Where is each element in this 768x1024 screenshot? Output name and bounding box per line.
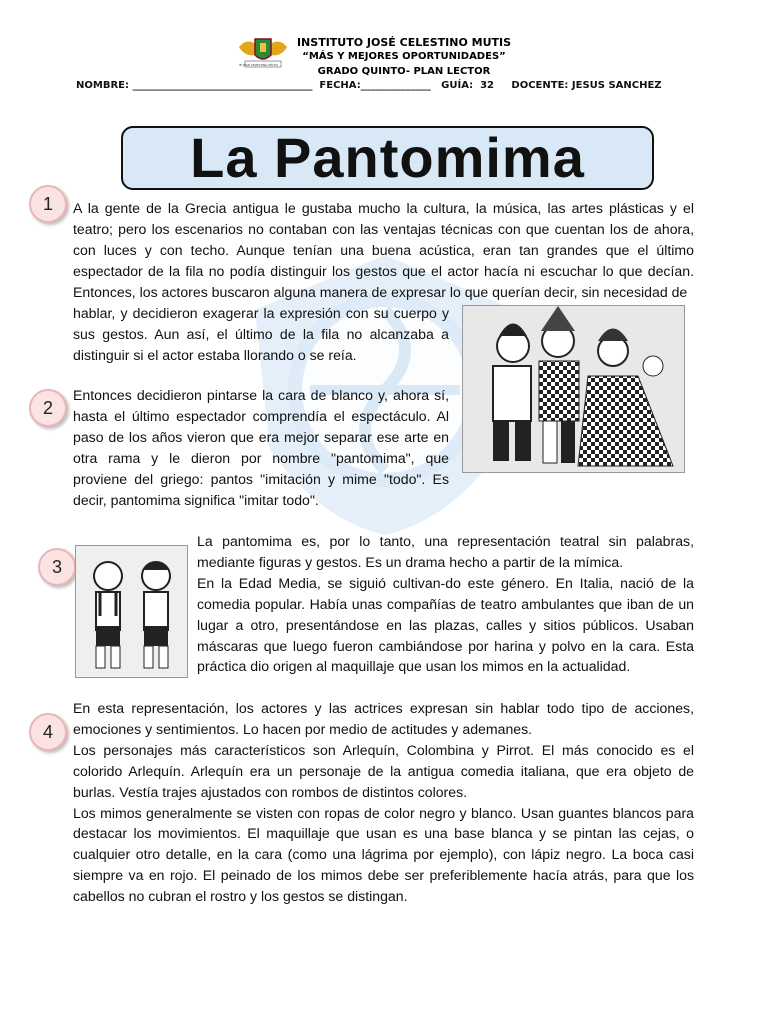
grade-label: GRADO QUINTO- PLAN LECTOR xyxy=(317,66,491,77)
section-number-badge: 1 xyxy=(29,185,67,223)
page-title: La Pantomima xyxy=(190,126,585,189)
paragraph: Los personajes más característicos son Arlequín, Colombina y Pirrot. El más conocido es el colorido Arlequín. Arlequín era un personaje de la antigua comedia italiana, que era objeto de burlas. Vestía trajes ajustados con rombos de distintos colores. xyxy=(73,741,694,800)
clowns-illustration xyxy=(462,305,685,473)
section-4-text xyxy=(73,698,694,907)
institution-name: INSTITUTO JOSÉ CELESTINO MUTIS xyxy=(296,36,512,49)
logo-text: IE JOSE CELESTINO MUTIS xyxy=(239,63,278,67)
paragraph: Entonces decidieron pintarse la cara de blanco y, ahora sí, hasta el último espectador comprendía el espectáculo. Al paso de los años vieron que era mejor separar ese arte en otra rama y le dieron por nombre "pantomima", que proviene del griego: pantos "imitación y mime "todo". Es decir, pantomima significa "imitar todo". xyxy=(73,387,449,508)
section-number-badge: 2 xyxy=(29,389,67,427)
section-1-continuation xyxy=(73,303,449,366)
paragraph: En la Edad Media, se siguió cultivan-do este género. En Italia, nació de la comedia popular. Había unas compañías de teatro ambulantes que iban de un lugar a otro, presentándose en las plazas, calles y sitios públicos. Usaban máscaras que luego fueron cambiándose por harina y polvo en la cara. Esta práctica dio origen al maquillaje que usan los mimos en la actualidad. xyxy=(197,574,694,675)
paragraph: En esta representación, los actores y las actrices expresan sin hablar todo tipo de acciones, emociones y sentimientos. Lo hacen por medio de actitudes y ademanes. xyxy=(73,700,694,737)
student-form-line: NOMBRE: ____________________________________ FECHA:______________ GUÍA: 32 DOCENTE: JESUS SANCHEZ xyxy=(76,80,662,91)
paragraph: A la gente de la Grecia antigua le gustaba mucho la cultura, la música, las artes plásticas y el teatro; pero los escenarios no contaban con las ventajas técnicas con que cuentan los de ahora, con luces y con techo. Aunque tenían una buena acústica, eran tan grandes que el último espectador de la fila no podía distinguir los gestos que el actor hacía ni escuchar lo que decían. Entonces, los actores buscaron alguna manera de expresar lo que querían decir, sin necesidad de xyxy=(73,200,694,300)
section-number-badge: 3 xyxy=(38,548,76,586)
section-1-text xyxy=(73,198,694,303)
mimes-illustration xyxy=(75,545,188,678)
school-motto: “MÁS Y MEJORES OPORTUNIDADES” xyxy=(302,51,506,62)
section-2-text xyxy=(73,385,449,510)
paragraph: La pantomima es, por lo tanto, una representación teatral sin palabras, mediante figuras y gestos. Es un drama hecho a partir de la mímica. xyxy=(197,533,694,570)
section-3-text xyxy=(197,531,694,677)
paragraph: Los mimos generalmente se visten con ropas de color negro y blanco. Usan guantes blancos para destacar los movimientos. El maquillaje que usan es una base blanca y se pintan las cejas, o cualquier otro detalle, en la cara (como una lágrima por ejemplo), con lápiz negro. La boca casi siempre va en rojo. El peinado de los mimos debe ser preferiblemente hacía atrás, para que los cabellos no cubran el rostro y los gestos se distingan. xyxy=(73,804,694,905)
paragraph: hablar, y decidieron exagerar la expresión con su cuerpo y sus gestos. Aun así, el último de la fila no alcanzaba a distinguir si el actor estaba llorando o se reía. xyxy=(73,305,449,363)
section-number-badge: 4 xyxy=(29,713,67,751)
